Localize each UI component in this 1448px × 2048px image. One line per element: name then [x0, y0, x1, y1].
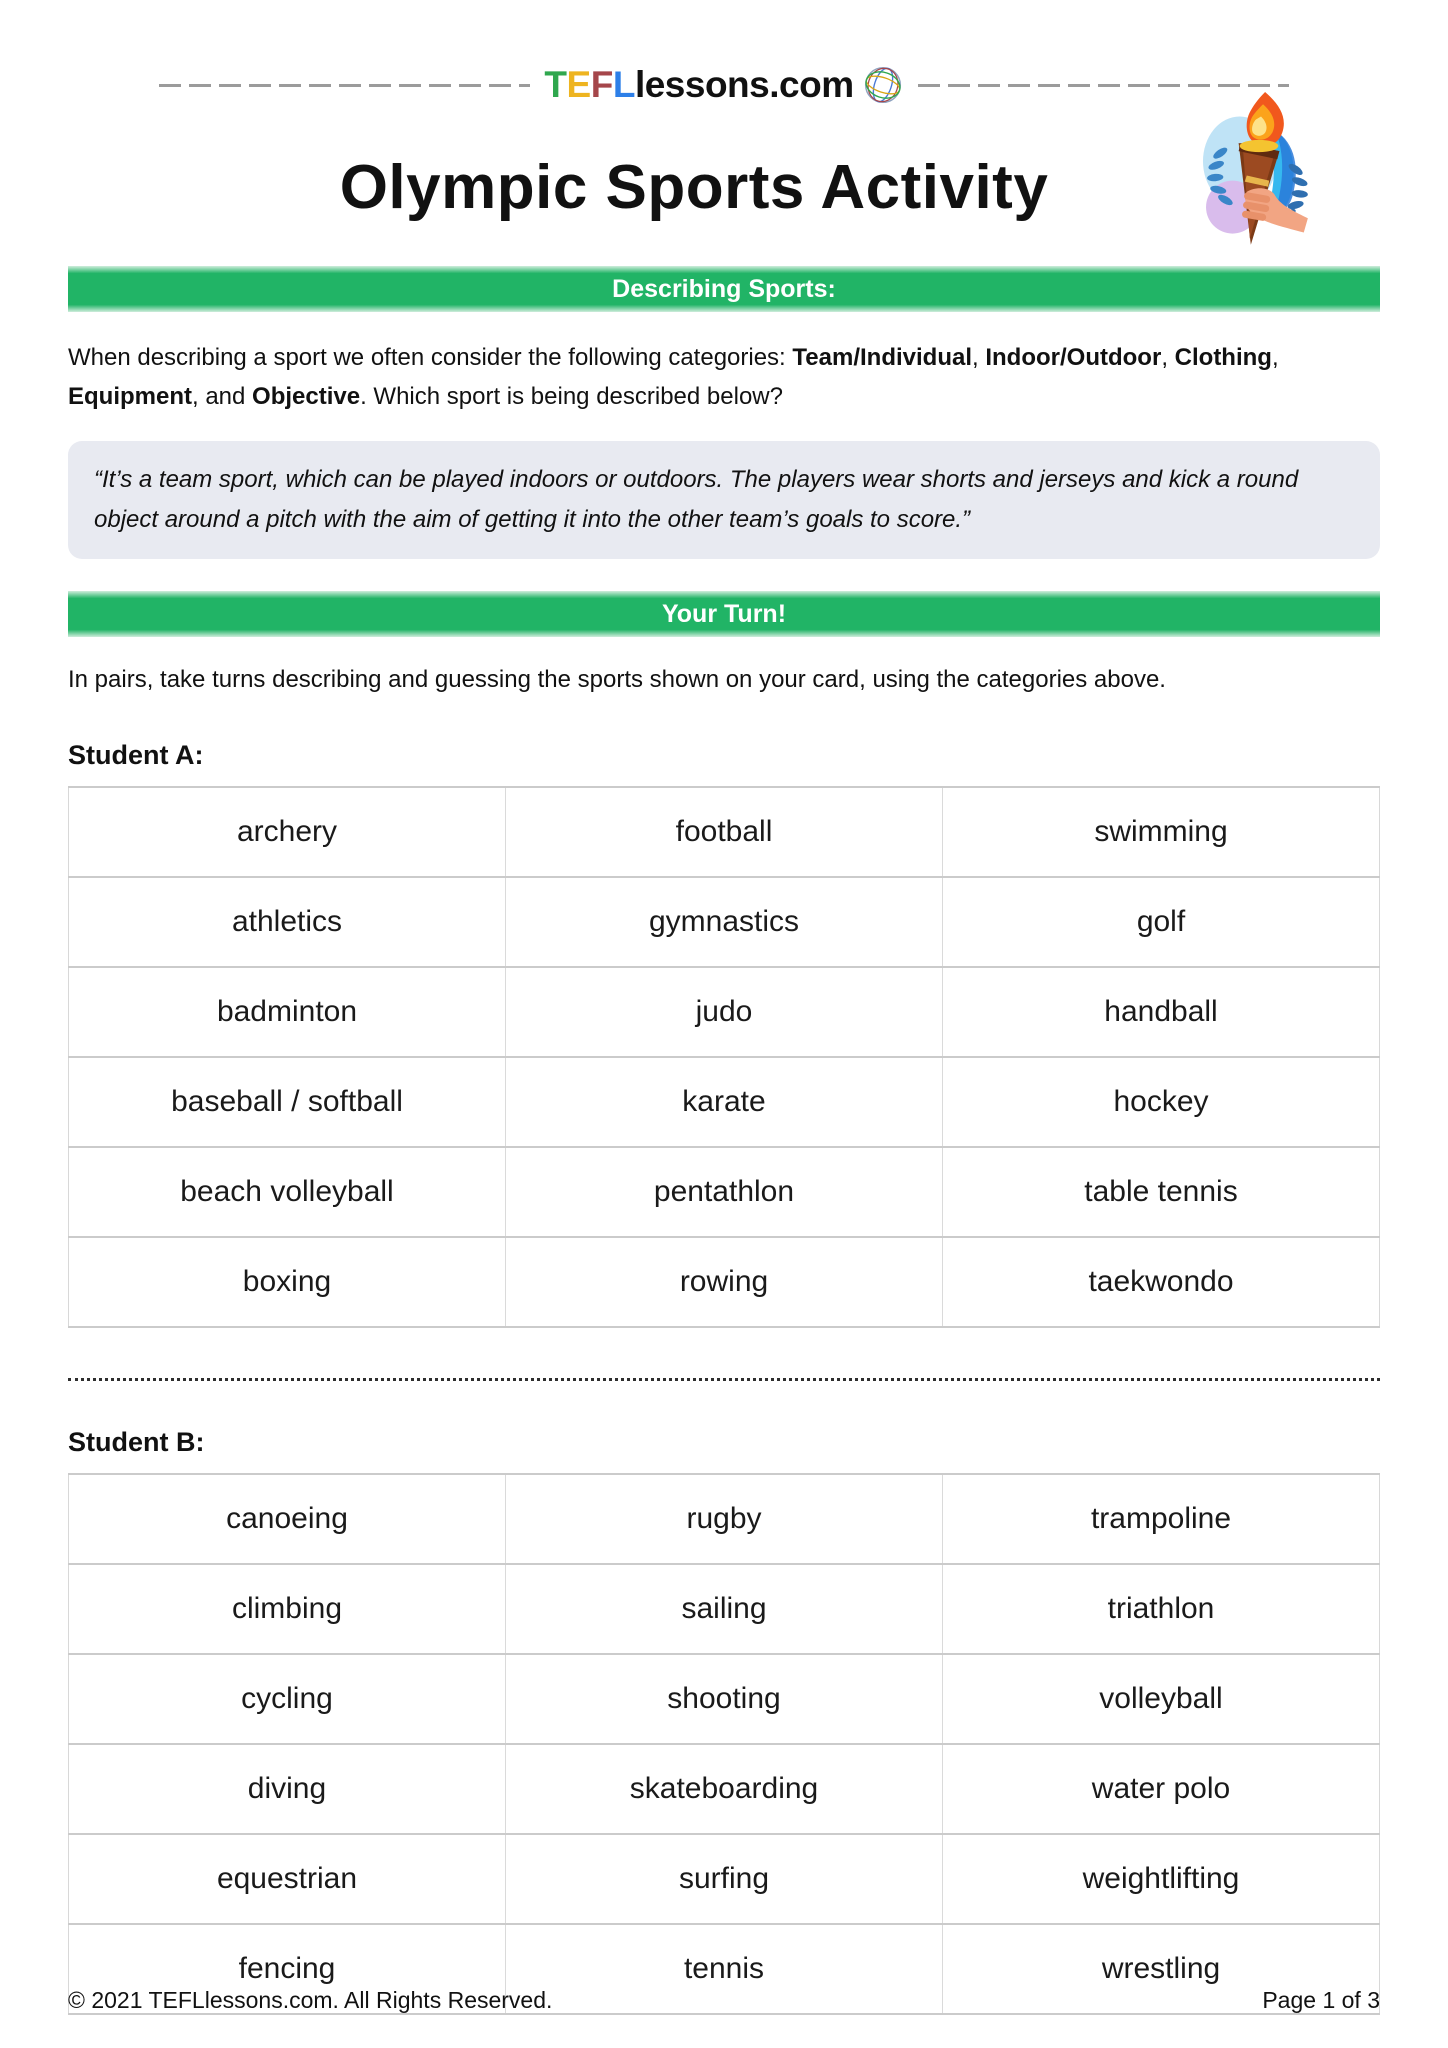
student-a-label: Student A:	[68, 740, 204, 770]
table-row	[69, 877, 1380, 967]
sport-cell: diving	[69, 1744, 506, 1834]
sport-cell: hockey	[943, 1057, 1380, 1147]
sport-cell: equestrian	[69, 1834, 506, 1924]
sport-cell: baseball / softball	[69, 1057, 506, 1147]
sport-description-quote: “It’s a team sport, which can be played indoors or outdoors. The players wear shorts and jerseys and kick a round object around a pitch with the aim of getting it into the other team’s goals to score.”	[68, 441, 1380, 559]
your-turn-banner: Your Turn!	[68, 591, 1380, 637]
sport-cell: athletics	[69, 877, 506, 967]
sport-cell: volleyball	[943, 1654, 1380, 1744]
table-row	[69, 1057, 1380, 1147]
table-row	[69, 1237, 1380, 1327]
sport-cell: climbing	[69, 1564, 506, 1654]
table-row	[69, 1744, 1380, 1834]
logo-letter-t: T	[544, 64, 567, 105]
header-logo-row	[159, 62, 1289, 108]
logo-letter-e: E	[566, 64, 591, 105]
sport-cell: pentathlon	[506, 1147, 943, 1237]
olympic-torch-icon	[1192, 90, 1328, 258]
table-row	[69, 967, 1380, 1057]
sport-cell: sailing	[506, 1564, 943, 1654]
describing-sports-banner: Describing Sports:	[68, 266, 1380, 312]
table-row	[69, 1474, 1380, 1564]
sport-cell: taekwondo	[943, 1237, 1380, 1327]
sport-cell: rugby	[506, 1474, 943, 1564]
category-term: Equipment	[68, 383, 192, 410]
table-row	[69, 1564, 1380, 1654]
sport-cell: football	[506, 787, 943, 877]
page-footer	[68, 1987, 1380, 2014]
student-a-table	[68, 786, 1380, 1328]
table-row	[69, 787, 1380, 877]
page-title: Olympic Sports Activity	[339, 153, 1049, 222]
sport-cell: gymnastics	[506, 877, 943, 967]
sport-cell: cycling	[69, 1654, 506, 1744]
table-row	[69, 1147, 1380, 1237]
title-row	[68, 138, 1380, 238]
sport-cell: rowing	[506, 1237, 943, 1327]
category-term: Objective	[252, 383, 361, 410]
student-b-label: Student B:	[68, 1427, 205, 1457]
sport-cell: badminton	[69, 967, 506, 1057]
globe-icon	[862, 64, 904, 106]
cut-line-divider	[68, 1378, 1380, 1381]
logo-rest: lessons.com	[634, 64, 854, 105]
table-row	[69, 1834, 1380, 1924]
sport-cell: karate	[506, 1057, 943, 1147]
left-dash-line	[159, 84, 530, 87]
sport-cell: judo	[506, 967, 943, 1057]
category-term: Team/Individual	[792, 344, 972, 371]
tefllessons-logo	[544, 64, 903, 106]
sport-cell: wrestling	[943, 1924, 1380, 2014]
sport-cell: boxing	[69, 1237, 506, 1327]
sport-cell: table tennis	[943, 1147, 1380, 1237]
sport-cell: skateboarding	[506, 1744, 943, 1834]
sport-cell: weightlifting	[943, 1834, 1380, 1924]
sport-cell: tennis	[506, 1924, 943, 2014]
category-term: Clothing	[1174, 344, 1272, 371]
sport-cell: surfing	[506, 1834, 943, 1924]
sport-cell: water polo	[943, 1744, 1380, 1834]
sport-cell: archery	[69, 787, 506, 877]
table-row	[69, 1654, 1380, 1744]
sport-cell: trampoline	[943, 1474, 1380, 1564]
page-number: Page 1 of 3	[1262, 1987, 1380, 2013]
sport-cell: handball	[943, 967, 1380, 1057]
sport-cell: fencing	[69, 1924, 506, 2014]
sport-cell: canoeing	[69, 1474, 506, 1564]
sport-cell: golf	[943, 877, 1380, 967]
instruction-text: In pairs, take turns describing and guessing the sports shown on your card, using the categories above.	[68, 666, 1166, 693]
logo-letter-l: L	[612, 64, 635, 105]
sport-cell: shooting	[506, 1654, 943, 1744]
copyright-text: © 2021 TEFLlessons.com. All Rights Reserved.	[68, 1987, 553, 2013]
right-dash-line	[918, 84, 1289, 87]
category-term: Indoor/Outdoor	[985, 344, 1162, 371]
sport-cell: beach volleyball	[69, 1147, 506, 1237]
intro-paragraph: When describing a sport we often consider the following categories: Team/Individual, Indoor/Outdoor, Clothing, Equipment, and Objective. Which sport is being described below?	[68, 344, 1279, 410]
student-b-table	[68, 1473, 1380, 2015]
sport-cell: triathlon	[943, 1564, 1380, 1654]
sport-cell: swimming	[943, 787, 1380, 877]
logo-letter-f: F	[590, 64, 613, 105]
